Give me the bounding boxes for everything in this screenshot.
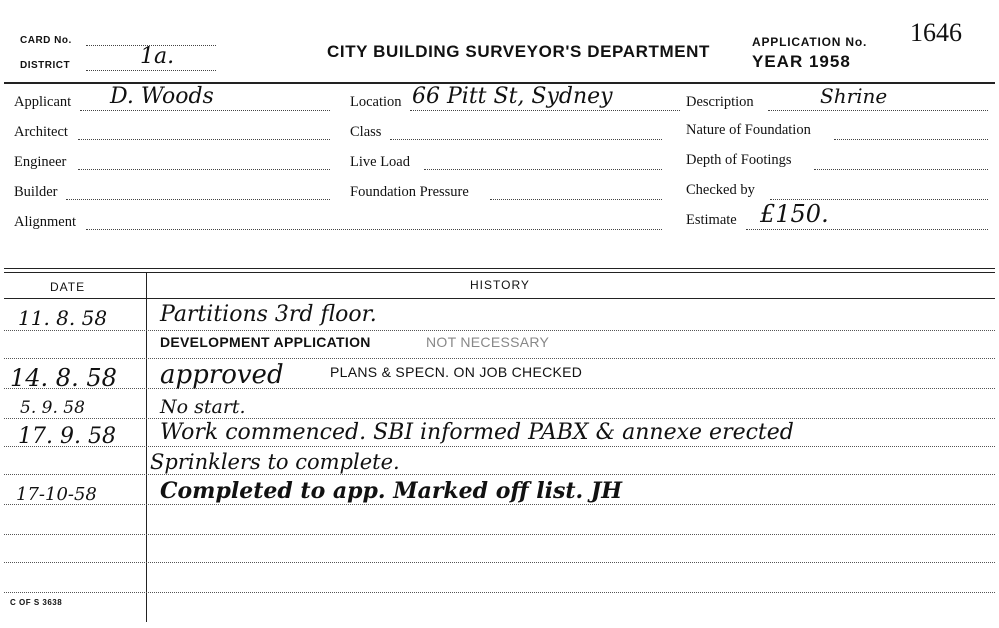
history-date: 11. 8. 58 bbox=[18, 306, 108, 330]
application-no-label: APPLICATION No. bbox=[752, 35, 868, 49]
row-rule bbox=[4, 534, 995, 535]
engineer-line bbox=[78, 169, 330, 170]
row-rule bbox=[4, 358, 995, 359]
header-row-rule bbox=[4, 298, 995, 299]
form-code: C OF S 3638 bbox=[10, 598, 63, 607]
history-date: 5. 9. 58 bbox=[20, 398, 85, 418]
applicant-line bbox=[80, 110, 330, 111]
row-rule bbox=[4, 418, 995, 419]
history-text: Sprinklers to complete. bbox=[150, 450, 400, 474]
alignment-label: Alignment bbox=[14, 214, 77, 230]
district-line bbox=[86, 70, 216, 71]
date-column-header: DATE bbox=[50, 280, 86, 294]
district-value: 1a. bbox=[140, 44, 175, 69]
foundation-pressure-label: Foundation Pressure bbox=[350, 184, 469, 200]
applicant-label: Applicant bbox=[14, 94, 72, 110]
estimate-label: Estimate bbox=[686, 212, 737, 228]
history-date: 17-10-58 bbox=[16, 484, 97, 505]
row-rule bbox=[4, 388, 995, 389]
card-no-label: CARD No. bbox=[20, 35, 72, 46]
engineer-label: Engineer bbox=[14, 154, 67, 170]
history-top-rule bbox=[4, 268, 995, 269]
depth-of-footings-line bbox=[814, 169, 988, 170]
class-line bbox=[390, 139, 662, 140]
department-title: CITY BUILDING SURVEYOR'S DEPARTMENT bbox=[327, 42, 711, 61]
nature-of-foundation-line bbox=[834, 139, 988, 140]
location-label: Location bbox=[350, 94, 402, 110]
history-date: 17. 9. 58 bbox=[18, 424, 116, 449]
architect-label: Architect bbox=[14, 124, 68, 140]
class-label: Class bbox=[350, 124, 382, 140]
row-rule bbox=[4, 504, 995, 505]
location-value: 66 Pitt St, Sydney bbox=[412, 84, 613, 109]
history-text: Partitions 3rd floor. bbox=[160, 302, 377, 327]
architect-line bbox=[78, 139, 330, 140]
depth-of-footings-label: Depth of Footings bbox=[686, 152, 792, 168]
estimate-line bbox=[746, 229, 988, 230]
application-no: 1646 bbox=[910, 18, 962, 47]
history-top-rule-2 bbox=[4, 272, 995, 273]
foundation-pressure-line bbox=[490, 199, 662, 200]
row-rule bbox=[4, 446, 995, 447]
checked-by-label: Checked by bbox=[686, 182, 755, 198]
description-label: Description bbox=[686, 94, 754, 110]
row-rule bbox=[4, 330, 995, 331]
live-load-label: Live Load bbox=[350, 154, 410, 170]
history-stamp: DEVELOPMENT APPLICATION bbox=[160, 334, 371, 350]
history-date: 14. 8. 58 bbox=[10, 364, 117, 392]
description-line bbox=[768, 110, 988, 111]
description-value: Shrine bbox=[820, 84, 888, 108]
history-text: Work commenced. SBI informed PABX & annexe erected bbox=[160, 420, 794, 445]
history-text: approved bbox=[160, 360, 284, 390]
live-load-line bbox=[424, 169, 662, 170]
builder-label: Builder bbox=[14, 184, 58, 200]
row-rule bbox=[4, 592, 995, 593]
district-label: DISTRICT bbox=[20, 60, 71, 71]
estimate-value: £150. bbox=[760, 200, 829, 228]
alignment-line bbox=[86, 229, 662, 230]
location-line bbox=[410, 110, 680, 111]
history-stamp: PLANS & SPECN. ON JOB CHECKED bbox=[330, 364, 583, 380]
history-column-header: HISTORY bbox=[470, 278, 530, 292]
year: YEAR 1958 bbox=[752, 52, 851, 71]
history-stamp-faded: NOT NECESSARY bbox=[426, 334, 550, 350]
row-rule bbox=[4, 474, 995, 475]
applicant-value: D. Woods bbox=[110, 84, 214, 109]
row-rule bbox=[4, 562, 995, 563]
history-text: Completed to app. Marked off list. JH bbox=[160, 478, 623, 504]
date-column-divider bbox=[146, 272, 147, 622]
nature-of-foundation-label: Nature of Foundation bbox=[686, 122, 811, 138]
history-text: No start. bbox=[160, 396, 246, 418]
builder-line bbox=[66, 199, 330, 200]
